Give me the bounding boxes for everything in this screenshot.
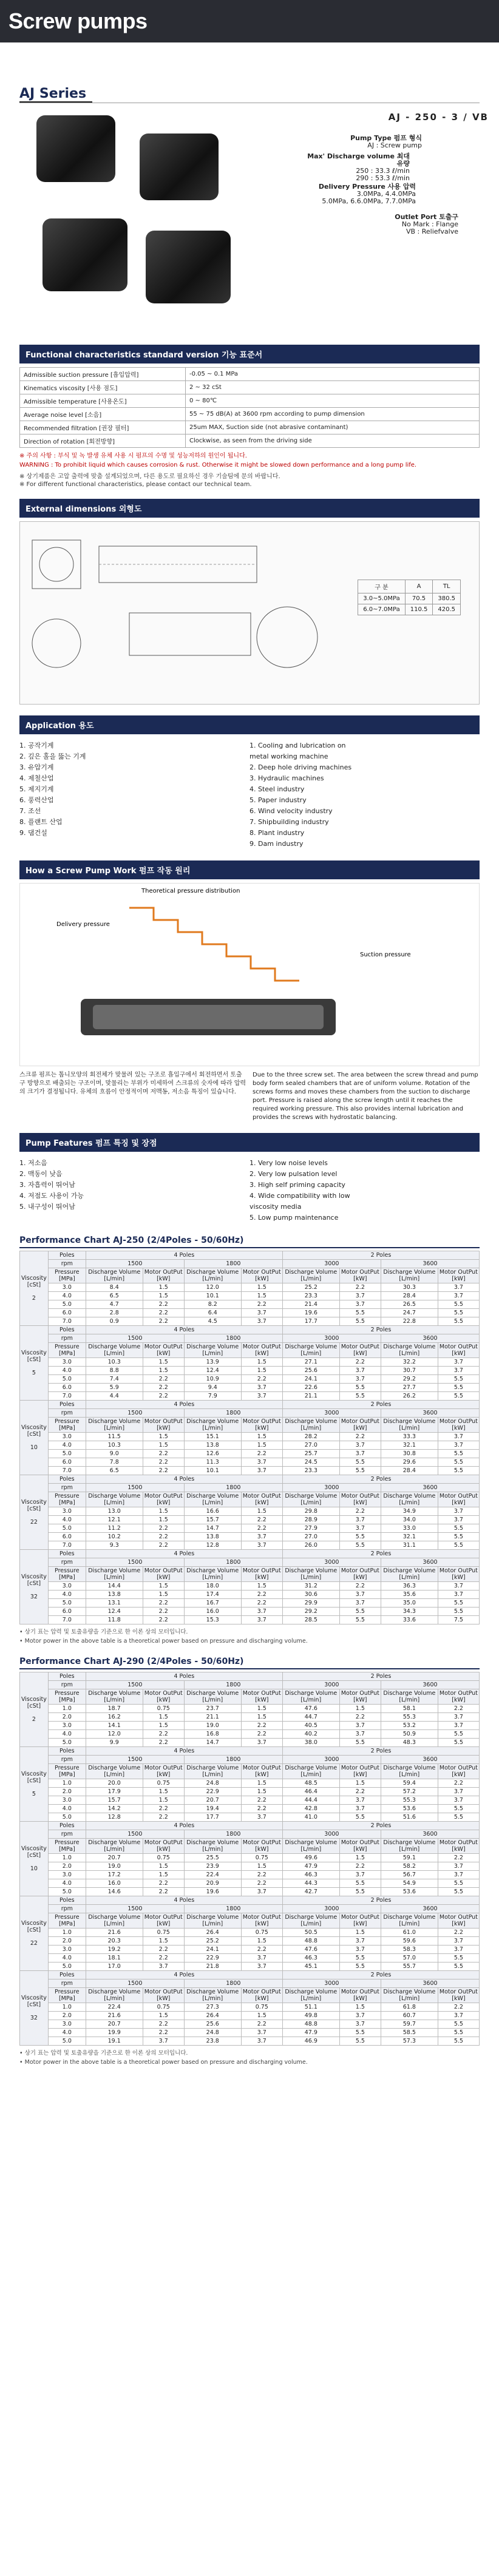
- list-item: 4. Wide compatibility with low viscosity media: [250, 1192, 350, 1211]
- table-row: 2.0 19.0 1.5 23.9 1.5 47.9 2.2 58.2 3.7: [20, 1862, 480, 1871]
- table-row: 5.0 17.0 3.7 21.8 3.7 45.1 5.5 55.7 5.5: [20, 1962, 480, 1971]
- dimension-table: 구 분 A TL 3.0~5.0MPa 70.5 380.5 6.0~7.0MPa 110.5 420.5: [358, 580, 461, 615]
- perf290-footnote-en: • Motor power in the above table is a theoretical power based on pressure and discharging volume.: [19, 2059, 308, 2066]
- table-row: 3.0 13.0 1.5 16.6 1.5 29.8 2.2 34.9 3.7: [20, 1507, 480, 1516]
- perf290-footnote-ko: • 상기 표는 압력 및 토출유량을 기준으로 한 이론 상의 모터입니다.: [19, 2050, 188, 2057]
- table-row: 5.0 12.8 2.2 17.7 3.7 41.0 5.5 51.6 5.5: [20, 1813, 480, 1822]
- list-item: 5. 제지기계: [19, 785, 54, 793]
- model-code: AJ - 250 - 3 / VB: [388, 112, 489, 123]
- table-row: 7.0 6.5 2.2 10.1 3.7 23.3 5.5 28.4 5.5: [20, 1467, 480, 1475]
- table-row: 3.0 14.4 1.5 18.0 1.5 31.2 2.2 36.3 3.7: [20, 1582, 480, 1591]
- table-row: 3.0 20.7 2.2 25.6 2.2 48.8 3.7 59.7 5.5: [20, 2020, 480, 2029]
- list-item: 9. Dam industry: [250, 840, 304, 848]
- table-row: 6.0 5.9 2.2 9.4 3.7 22.6 5.5 27.7 5.5: [20, 1384, 480, 1392]
- how-text-en: Due to the three screw set. The area between the screw thread and pump body form sealed chambers that are of uniform volume. Rotation of the screws forms and moves these chambers from the suction to discharge port. Pressure is raised along the screw length until it reaches the required working pressure. This also provides internal lubrication and provides the screws with hydrostatic balancing.: [253, 1072, 478, 1121]
- list-item: 3. High self priming capacity: [250, 1181, 345, 1189]
- how-diagram: [19, 883, 480, 1066]
- dimension-drawing: [19, 521, 480, 705]
- features-en: [250, 1158, 480, 1223]
- perf290-table: Viscosity [cSt] 2 Poles 4 Poles 2 Poles rpm 1500 1800 3000 3600 Pressure [MPa] Discharge Volume [L/min] Motor OutPut [kW] Discharge Volume [L/min] Motor OutPut [kW] Discharge Volume [L/min] Motor OutPut [kW] Discharge Volume [L/min] Motor OutPut [kW] 1.0 18.7 0.75 23.7 1.5 47.6 1.5 58.1 2.2 2.0 16.2 1.5 21.1 1.5 44.7 2.2 55.3 3.7 3.0 14.1 1.5 19.0 2.2 40.5 3.7 53.2 3.7 4.0 12.0 2.2 16.8 2.2 40.2 3.7 50.9 5.5 5.0 9.9 2.2 14.7 3.7 38.0 5.5 48.3 5.5 Viscosity [cSt] 5 Poles 4 Poles 2 Poles rpm 1500 1800 3000 3600 Pressure [MPa] Discharge Volume [L/min] Motor OutPut [kW] Discharge Volume [L/min] Motor OutPut [kW] Discharge Volume [L/min] Motor OutPut [kW] Discharge Volume [L/min] Motor OutPut [kW] 1.0 20.0 0.75 24.8 1.5 48.5 1.5 59.4 2.2 2.0 17.9 1.5 22.9 1.5 46.4 2.2 57.2 3.7 3.0 15.7 1.5 20.7 2.2 44.4 3.7 55.3 3.7 4.0 14.2 2.2 19.4 2.2 42.8 3.7 53.6 5.5 5.0 12.8 2.2 17.7 3.7 41.0 5.5 51.6 5.5 Viscosity [cSt] 10 Poles 4 Poles 2 Poles rpm 1500 1800 3000 3600 Pressure [MPa] Discharge Volume [L/min] Motor OutPut [kW] Discharge Volume [L/min] Motor OutPut [kW] Discharge Volume [L/min] Motor OutPut [kW] Discharge Volume [L/min] Motor OutPut [kW] 1.0 20.7 0.75 25.5 0.75 49.6 1.5 59.1 2.2 2.0 19.0 1.5 23.9 1.5 47.9 2.2 58.2 3.7 3.0 17.2 1.5 22.4 2.2 46.3 3.7 56.7 3.7 4.0 16.0 2.2 20.9 2.2 44.3 5.5 54.9 5.5 5.0 14.6 2.2 19.6 3.7 42.7 5.5 53.6 5.5 Viscosity [cSt] 22 Poles 4 Poles 2 Poles rpm 1500 1800 3000 3600 Pressure [MPa] Discharge Volume [L/min] Motor OutPut [kW] Discharge Volume [L/min] Motor OutPut [kW] Discharge Volume [L/min] Motor OutPut [kW] Discharge Volume [L/min] Motor OutPut [kW] 1.0 21.6 0.75 26.4 0.75 50.5 1.5 61.0 2.2 2.0 20.3 1.5 25.2 1.5 48.8 3.7 59.6 3.7 3.0 19.2 2.2 24.1 2.2 47.6 3.7 58.3 3.7 4.0 18.1 2.2 22.9 3.7 46.3 5.5 57.0 5.5 5.0 17.0 3.7 21.8 3.7 45.1 5.5 55.7 5.5 Viscosity [cSt] 32 Poles 4 Poles 2 Poles rpm 1500 1800 3000 3600 Pressure [MPa] Discharge Volume [L/min] Motor OutPut [kW] Discharge Volume [L/min] Motor OutPut [kW] Discharge Volume [L/min] Motor OutPut [kW] Discharge Volume [L/min] Motor OutPut [kW] 1.0 22.4 0.75 27.3 0.75 51.1 1.5 61.8 2.2 2.0 21.6 1.5 26.4 1.5 49.8 3.7 60.7 3.7 3.0 20.7 2.2 25.6 2.2 48.8 3.7 59.7 5.5 4.0 19.9 2.2 24.8 3.7 47.9 5.5 58.5 5.5 5.0 19.1 3.7 23.8 3.7 46.9 5.5 57.3 5.5: [19, 1672, 480, 2046]
- table-row: 7.0 11.8 2.2 15.3 3.7 28.5 5.5 33.6 7.5: [20, 1616, 480, 1624]
- table-row: 1.0 21.6 0.75 26.4 0.75 50.5 1.5 61.0 2.2: [20, 1929, 480, 1937]
- list-item: 4. 제철산업: [19, 774, 54, 782]
- table-row: 5.0 13.1 2.2 16.7 2.2 29.9 3.7 35.0 5.5: [20, 1599, 480, 1607]
- table-row: 5.0 9.9 2.2 14.7 3.7 38.0 5.5 48.3 5.5: [20, 1739, 480, 1747]
- perf250-footnote-ko: • 상기 표는 압력 및 토출유량을 기준으로 한 이론 상의 모터입니다.: [19, 1629, 188, 1635]
- spec-row: Recommended filtration [권장 필터] 25um MAX, Suction side (not abrasive contaminant): [20, 421, 480, 434]
- table-row: 4.0 18.1 2.2 22.9 3.7 46.3 5.5 57.0 5.5: [20, 1954, 480, 1962]
- code-item: Max' Discharge volume 최대유량 250 : 33.3 ℓ/min 290 : 53.3 ℓ/min: [307, 152, 410, 182]
- dimensions-section-title: External dimensions 외형도: [19, 499, 480, 518]
- list-item: 6. Wind velocity industry: [250, 807, 333, 815]
- table-row: 3.0 11.5 1.5 15.1 1.5 28.2 2.2 33.3 3.7: [20, 1433, 480, 1441]
- warning-ko: ※ 주의 사항 : 부식 및 녹 발생 유체 사용 시 펌프의 수명 및 성능저하의 원인이 됩니다.: [19, 453, 247, 459]
- page-title: Screw pumps: [8, 8, 148, 33]
- pressure-diagram: [20, 884, 480, 1066]
- table-row: 5.0 4.7 2.2 8.2 2.2 21.4 3.7 26.5 5.5: [20, 1300, 480, 1309]
- table-row: 6.0 2.8 2.2 6.4 3.7 19.6 5.5 24.7 5.5: [20, 1309, 480, 1317]
- table-row: 5.0 7.4 2.2 10.9 2.2 24.1 3.7 29.2 5.5: [20, 1375, 480, 1384]
- table-row: 6.0 12.4 2.2 16.0 3.7 29.2 5.5 34.3 5.5: [20, 1607, 480, 1616]
- how-section-title: How a Screw Pump Work 펌프 작동 원리: [19, 860, 480, 879]
- table-row: 3.0 19.2 2.2 24.1 2.2 47.6 3.7 58.3 3.7: [20, 1946, 480, 1954]
- features-ko: [19, 1158, 250, 1223]
- table-row: 5.0 9.0 2.2 12.6 2.2 25.7 3.7 30.8 5.5: [20, 1450, 480, 1458]
- code-item: Pump Type 펌프 형식 AJ : Screw pump: [350, 134, 422, 149]
- table-row: 4.0 19.9 2.2 24.8 3.7 47.9 5.5 58.5 5.5: [20, 2029, 480, 2037]
- list-item: 2. Very low pulsation level: [250, 1170, 338, 1178]
- table-row: 4.0 13.8 1.5 17.4 2.2 30.6 3.7 35.6 3.7: [20, 1591, 480, 1599]
- code-item: Delivery Pressure 사용 압력 3.0MPa, 4.4.0MPa 5.0MPa, 6.6.0MPa, 7.7.0MPa: [318, 183, 416, 205]
- pump-image-2: [140, 134, 219, 200]
- svg-text:Theoretical pressure distribut: Theoretical pressure distribution: [141, 888, 240, 894]
- list-item: 8. 플랜트 산업: [19, 818, 63, 826]
- series-title: AJ Series: [19, 86, 92, 103]
- list-item: 1. Cooling and lubrication on metal working machine: [250, 742, 346, 760]
- application-en: [250, 740, 480, 850]
- table-row: 4.0 12.0 2.2 16.8 2.2 40.2 3.7 50.9 5.5: [20, 1730, 480, 1739]
- table-row: 4.0 12.1 1.5 15.7 2.2 28.9 3.7 34.0 3.7: [20, 1516, 480, 1524]
- table-row: 3.0 10.3 1.5 13.9 1.5 27.1 2.2 32.2 3.7: [20, 1358, 480, 1367]
- list-item: 4. 저점도 사용이 가능: [19, 1192, 84, 1200]
- table-row: 5.0 14.6 2.2 19.6 3.7 42.7 5.5 53.6 5.5: [20, 1888, 480, 1896]
- application-ko: [19, 740, 250, 850]
- table-row: 3.0 14.1 1.5 19.0 2.2 40.5 3.7 53.2 3.7: [20, 1722, 480, 1730]
- application-list: [19, 740, 480, 850]
- table-row: 6.0 7.8 2.2 11.3 3.7 24.5 5.5 29.6 5.5: [20, 1458, 480, 1467]
- hero-section: [0, 103, 499, 334]
- pump-image-1: [36, 115, 115, 182]
- table-row: 4.0 10.3 1.5 13.8 1.5 27.0 3.7 32.1 3.7: [20, 1441, 480, 1450]
- table-row: 1.0 22.4 0.75 27.3 0.75 51.1 1.5 61.8 2.2: [20, 2003, 480, 2012]
- list-item: 7. 조선: [19, 807, 41, 815]
- list-item: 5. Low pump maintenance: [250, 1214, 339, 1222]
- features-section-title: Pump Features 펌프 특징 및 장점: [19, 1133, 480, 1152]
- table-row: 3.0 15.7 1.5 20.7 2.2 44.4 3.7 55.3 3.7: [20, 1796, 480, 1805]
- list-item: 5. Paper industry: [250, 796, 307, 804]
- list-item: 4. Steel industry: [250, 785, 305, 793]
- svg-text:Suction pressure: Suction pressure: [360, 952, 411, 958]
- table-row: 5.0 19.1 3.7 23.8 3.7 46.9 5.5 57.3 5.5: [20, 2037, 480, 2046]
- features-list: [19, 1158, 480, 1223]
- table-row: 4.0 6.5 1.5 10.1 1.5 23.3 3.7 28.4 3.7: [20, 1292, 480, 1300]
- table-row: 1.0 20.7 0.75 25.5 0.75 49.6 1.5 59.1 2.2: [20, 1854, 480, 1862]
- top-banner: [0, 0, 499, 42]
- spec-row: Kinematics viscosity [사용 점도] 2 ~ 32 cSt: [20, 381, 480, 394]
- table-row: 2.0 17.9 1.5 22.9 1.5 46.4 2.2 57.2 3.7: [20, 1788, 480, 1796]
- list-item: 1. Very low noise levels: [250, 1159, 328, 1167]
- table-row: 1.0 20.0 0.75 24.8 1.5 48.5 1.5 59.4 2.2: [20, 1779, 480, 1788]
- perf250-title: Performance Chart AJ-250 (2/4Poles - 50/60Hz): [19, 1236, 480, 1248]
- list-item: 3. 자흡력이 뛰어남: [19, 1181, 75, 1189]
- spec-row: Average noise level [소음] 55 ~ 75 dB(A) at 3600 rpm according to pump dimension: [20, 408, 480, 421]
- table-row: 7.0 4.4 2.2 7.9 3.7 21.1 5.5 26.2 5.5: [20, 1392, 480, 1401]
- how-text: [19, 1071, 480, 1122]
- list-item: 1. 공작기계: [19, 742, 54, 749]
- perf250-table: Viscosity [cSt] 2 Poles 4 Poles 2 Poles rpm 1500 1800 3000 3600 Pressure [MPa] Discharge Volume [L/min] Motor OutPut [kW] Discharge Volume [L/min] Motor OutPut [kW] Discharge Volume [L/min] Motor OutPut [kW] Discharge Volume [L/min] Motor OutPut [kW] 3.0 8.4 1.5 12.0 1.5 25.2 2.2 30.3 3.7 4.0 6.5 1.5 10.1 1.5 23.3 3.7 28.4 3.7 5.0 4.7 2.2 8.2 2.2 21.4 3.7 26.5 5.5 6.0 2.8 2.2 6.4 3.7 19.6 5.5 24.7 5.5 7.0 0.9 2.2 4.5 3.7 17.7 5.5 22.8 5.5 Viscosity [cSt] 5 Poles 4 Poles 2 Poles rpm 1500 1800 3000 3600 Pressure [MPa] Discharge Volume [L/min] Motor OutPut [kW] Discharge Volume [L/min] Motor OutPut [kW] Discharge Volume [L/min] Motor OutPut [kW] Discharge Volume [L/min] Motor OutPut [kW] 3.0 10.3 1.5 13.9 1.5 27.1 2.2 32.2 3.7 4.0 8.8 1.5 12.4 1.5 25.6 3.7 30.7 3.7 5.0 7.4 2.2 10.9 2.2 24.1 3.7 29.2 5.5 6.0 5.9 2.2 9.4 3.7 22.6 5.5 27.7 5.5 7.0 4.4 2.2 7.9 3.7 21.1 5.5 26.2 5.5 Viscosity [cSt] 10 Poles 4 Poles 2 Poles rpm 1500 1800 3000 3600 Pressure [MPa] Discharge Volume [L/min] Motor OutPut [kW] Discharge Volume [L/min] Motor OutPut [kW] Discharge Volume [L/min] Motor OutPut [kW] Discharge Volume [L/min] Motor OutPut [kW] 3.0 11.5 1.5 15.1 1.5 28.2 2.2 33.3 3.7 4.0 10.3 1.5 13.8 1.5 27.0 3.7 32.1 3.7 5.0 9.0 2.2 12.6 2.2 25.7 3.7 30.8 5.5 6.0 7.8 2.2 11.3 3.7 24.5 5.5 29.6 5.5 7.0 6.5 2.2 10.1 3.7 23.3 5.5 28.4 5.5 Viscosity [cSt] 22 Poles 4 Poles 2 Poles rpm 1500 1800 3000 3600 Pressure [MPa] Discharge Volume [L/min] Motor OutPut [kW] Discharge Volume [L/min] Motor OutPut [kW] Discharge Volume [L/min] Motor OutPut [kW] Discharge Volume [L/min] Motor OutPut [kW] 3.0 13.0 1.5 16.6 1.5 29.8 2.2 34.9 3.7 4.0 12.1 1.5 15.7 2.2 28.9 3.7 34.0 3.7 5.0 11.2 2.2 14.7 2.2 27.9 3.7 33.0 5.5 6.0 10.2 2.2 13.8 3.7 27.0 5.5 32.1 5.5 7.0 9.3 2.2 12.8 3.7 26.0 5.5 31.1 5.5 Viscosity [cSt] 32 Poles 4 Poles 2 Poles rpm 1500 1800 3000 3600 Pressure [MPa] Discharge Volume [L/min] Motor OutPut [kW] Discharge Volume [L/min] Motor OutPut [kW] Discharge Volume [L/min] Motor OutPut [kW] Discharge Volume [L/min] Motor OutPut [kW] 3.0 14.4 1.5 18.0 1.5 31.2 2.2 36.3 3.7 4.0 13.8 1.5 17.4 2.2 30.6 3.7 35.6 3.7 5.0 13.1 2.2 16.7 2.2 29.9 3.7 35.0 5.5 6.0 12.4 2.2 16.0 3.7 29.2 5.5 34.3 5.5 7.0 11.8 2.2 15.3 3.7 28.5 5.5 33.6 7.5: [19, 1251, 480, 1624]
- list-item: 6. 풍력산업: [19, 796, 54, 804]
- table-row: 3.0 8.4 1.5 12.0 1.5 25.2 2.2 30.3 3.7: [20, 1283, 480, 1292]
- list-item: 9. 댐건설: [19, 829, 47, 837]
- table-row: 6.0 10.2 2.2 13.8 3.7 27.0 5.5 32.1 5.5: [20, 1533, 480, 1541]
- code-item: Outlet Port 토출구 No Mark : Flange VB : Reliefvalve: [395, 213, 458, 235]
- table-row: 1.0 18.7 0.75 23.7 1.5 47.6 1.5 58.1 2.2: [20, 1705, 480, 1713]
- warning-en: WARNING : To prohibit liquid which causes corrosion & rust. Otherwise it might be slowed down performance and a long pump life.: [19, 462, 417, 468]
- perf290-title: Performance Chart AJ-290 (2/4Poles - 50/60Hz): [19, 1657, 480, 1669]
- note-ko: ※ 상기제품은 고압 출력에 맞춤 설계되었으며, 다른 용도로 필요하신 경우 기술팀에 문의 바랍니다.: [19, 473, 280, 480]
- table-row: 7.0 9.3 2.2 12.8 3.7 26.0 5.5 31.1 5.5: [20, 1541, 480, 1550]
- note-en: ※ For different functional characteristics, please contact our technical team.: [19, 481, 252, 488]
- list-item: 2. 깊은 홀을 뚫는 기계: [19, 752, 86, 760]
- technical-drawing: [20, 522, 336, 698]
- table-row: 5.0 11.2 2.2 14.7 2.2 27.9 3.7 33.0 5.5: [20, 1524, 480, 1533]
- spec-row: Admissible suction pressure [흡입압력] -0.05 ~ 0.1 MPa: [20, 368, 480, 381]
- functional-table: [19, 367, 480, 448]
- table-row: 4.0 14.2 2.2 19.4 2.2 42.8 3.7 53.6 5.5: [20, 1805, 480, 1813]
- list-item: 7. Shipbuilding industry: [250, 818, 329, 826]
- list-item: 3. Hydraulic machines: [250, 774, 324, 782]
- list-item: 2. 맥동이 낮음: [19, 1170, 63, 1178]
- pump-image-3: [42, 218, 127, 291]
- list-item: 5. 내구성이 뛰어남: [19, 1203, 75, 1211]
- table-row: 3.0 17.2 1.5 22.4 2.2 46.3 3.7 56.7 3.7: [20, 1871, 480, 1879]
- table-row: 7.0 0.9 2.2 4.5 3.7 17.7 5.5 22.8 5.5: [20, 1317, 480, 1326]
- pump-image-4: [146, 231, 231, 303]
- table-row: 2.0 21.6 1.5 26.4 1.5 49.8 3.7 60.7 3.7: [20, 2012, 480, 2020]
- table-row: 4.0 16.0 2.2 20.9 2.2 44.3 5.5 54.9 5.5: [20, 1879, 480, 1888]
- table-row: 4.0 8.8 1.5 12.4 1.5 25.6 3.7 30.7 3.7: [20, 1367, 480, 1375]
- table-row: 2.0 20.3 1.5 25.2 1.5 48.8 3.7 59.6 3.7: [20, 1937, 480, 1946]
- list-item: 1. 저소음: [19, 1159, 47, 1167]
- spec-row: Admissible temperature [사용온도] 0 ~ 80℃: [20, 394, 480, 408]
- list-item: 3. 유압기계: [19, 763, 54, 771]
- functional-section-title: Functional characteristics standard version 기능 표준서: [19, 345, 480, 363]
- list-item: 8. Plant industry: [250, 829, 305, 837]
- table-row: 2.0 16.2 1.5 21.1 1.5 44.7 2.2 55.3 3.7: [20, 1713, 480, 1722]
- model-code-box: [307, 112, 489, 235]
- application-section-title: Application 용도: [19, 715, 480, 734]
- how-text-ko: 스크류 펌프는 톱니모양의 회전체가 맞물려 있는 구조로 흡입구에서 회전하면서 토출구 방향으로 배출되는 구조이며, 맞물리는 부위가 미세하여 스크류의 숫자에 따라 압력의 크기가 결정됩니다. 유체의 흐름이 안정적이며 저맥동, 저소음 특징이 있습니다.: [19, 1072, 246, 1095]
- svg-text:Delivery pressure: Delivery pressure: [56, 921, 110, 928]
- perf250-footnote-en: • Motor power in the above table is a theoretical power based on pressure and discharging volume.: [19, 1638, 308, 1645]
- list-item: 2. Deep hole driving machines: [250, 763, 352, 771]
- spec-row: Direction of rotation [회전방향] Clockwise, as seen from the driving side: [20, 434, 480, 448]
